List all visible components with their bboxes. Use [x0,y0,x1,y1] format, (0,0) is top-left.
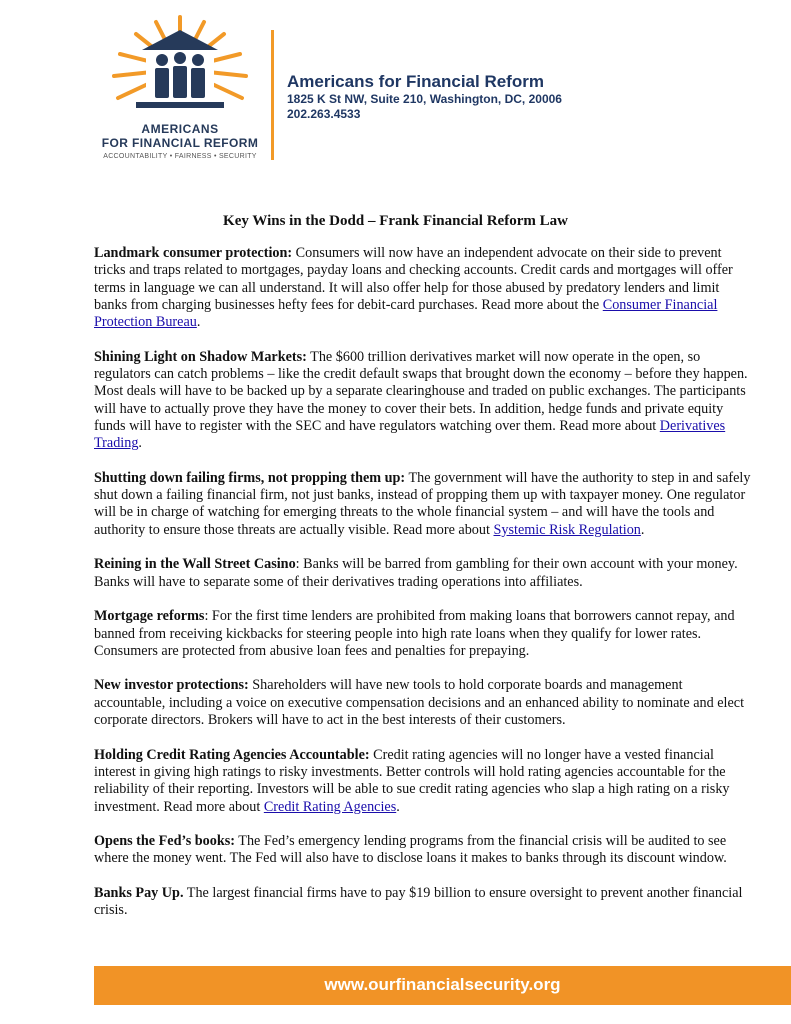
sunburst-people-icon [100,14,260,124]
logo-tagline: ACCOUNTABILITY • FAIRNESS • SECURITY [103,153,257,160]
link-consumer-financial-protection-bureau[interactable]: Consumer Financial Protection Bureau [94,296,718,331]
section-wall-street-casino [94,556,754,591]
org-address: 1825 K St NW, Suite 210, Washington, DC, 20006 [287,92,562,106]
document-body [94,245,754,937]
section-text-end: . [396,798,400,815]
section-text: Credit rating agencies will no longer have a vested financial interest in giving high ratings to risky investments. Better controls will hold rating agencies accountable for the reliability of their reporting. Investors will be able to sue credit rating agencies who slap a high rating on a risky investment. Read more about [94,746,730,815]
logo-text-line2: FOR FINANCIAL REFORM [101,136,259,150]
section-heading: Landmark consumer protection: [94,245,293,261]
section-text-end: . [640,521,645,538]
org-phone: 202.263.4533 [287,107,361,121]
letterhead [287,72,562,122]
section-mortgage-reforms [94,608,754,660]
org-name: Americans for Financial Reform [287,72,544,91]
section-heading: Shining Light on Shadow Markets: [94,348,307,365]
section-text: : For the first time lenders are prohibited from making loans that borrowers cannot repay, and banned from receiving kickbacks for steering people into high rate loans when they qualify for lower rates. Consumers are protected from abusive loan fees and penalties for prepaying. [94,608,735,659]
section-text: : Banks will be barred from gambling for their own account with your money. Banks will have to separate some of their derivatives trading operations into affiliates. [94,556,738,590]
section-shadow-markets [94,349,754,453]
header-divider [271,30,274,160]
section-text-end: . [138,435,142,452]
section-fed-books [94,833,754,868]
link-credit-rating-agencies[interactable]: Credit Rating Agencies [263,798,397,815]
section-consumer-protection [94,245,754,331]
section-text: The $600 trillion derivatives market will now operate in the open, so regulators can catch problems – like the credit default swaps that brought down the economy – before they happen. Most deals will have to be backed up by a separate clearinghouse and traded on public exchanges. The participants will have to actually prove they have the money to cover their bets. In addition, hedge funds and private equity funds will have to register with the SEC and have regulators watching over them. Read more about [94,348,748,434]
section-text: Shareholders will have new tools to hold corporate boards and management accountable, including a voice on executive compensation decisions and an enhanced ability to nominate and elect corporate directors. Brokers will have to act in the best interests of their customers. [94,677,745,729]
section-credit-rating-agencies [94,747,754,816]
section-heading: Mortgage reforms [94,608,205,625]
document-title: Key Wins in the Dodd – Frank Financial Reform Law [223,213,568,229]
section-failing-firms [94,470,754,539]
section-text: The Fed’s emergency lending programs from the financial crisis will be audited to see where the money went. The Fed will also have to disclose loans it makes to banks through its discount window. [94,833,727,867]
afr-logo [100,14,260,164]
section-heading: New investor protections: [94,677,249,694]
section-heading: Holding Credit Rating Agencies Accountable: [94,746,370,763]
section-heading: Shutting down failing firms, not propping them up: [94,469,406,486]
section-heading: Banks Pay Up. [94,884,184,901]
footer-banner [94,966,791,1005]
section-text-end: . [196,314,201,331]
link-systemic-risk-regulation[interactable]: Systemic Risk Regulation [493,521,641,538]
section-text: The largest financial firms have to pay $19 billion to ensure oversight to prevent another financial crisis. [94,884,743,919]
section-heading: Reining in the Wall Street Casino [94,556,296,573]
link-derivatives-trading[interactable]: Derivatives Trading [94,417,726,452]
section-text: Consumers will now have an independent advocate on their side to prevent tricks and traps related to mortgages, payday loans and checking accounts. Credit cards and mortgages will offer terms in language we can all understand. It will also offer help for those abused by predatory lenders and limit banks from charging businesses hefty fees for debit-card purchases. Read more about the [94,245,733,313]
footer-url[interactable]: www.ourfinancialsecurity.org [324,975,561,994]
section-investor-protections [94,677,754,729]
section-banks-pay-up [94,885,754,920]
section-text: The government will have the authority to step in and safely shut down a failing financial firm, not just banks, instead of propping them up with taxpayer money. One regulator will be in charge of watching for emerging threats to the whole financial system – and will have the tools and authority to ensure those threats are actually visible. Read more about [94,469,751,538]
section-heading: Opens the Fed’s books: [94,833,235,850]
logo-text-line1: AMERICANS [141,122,219,136]
